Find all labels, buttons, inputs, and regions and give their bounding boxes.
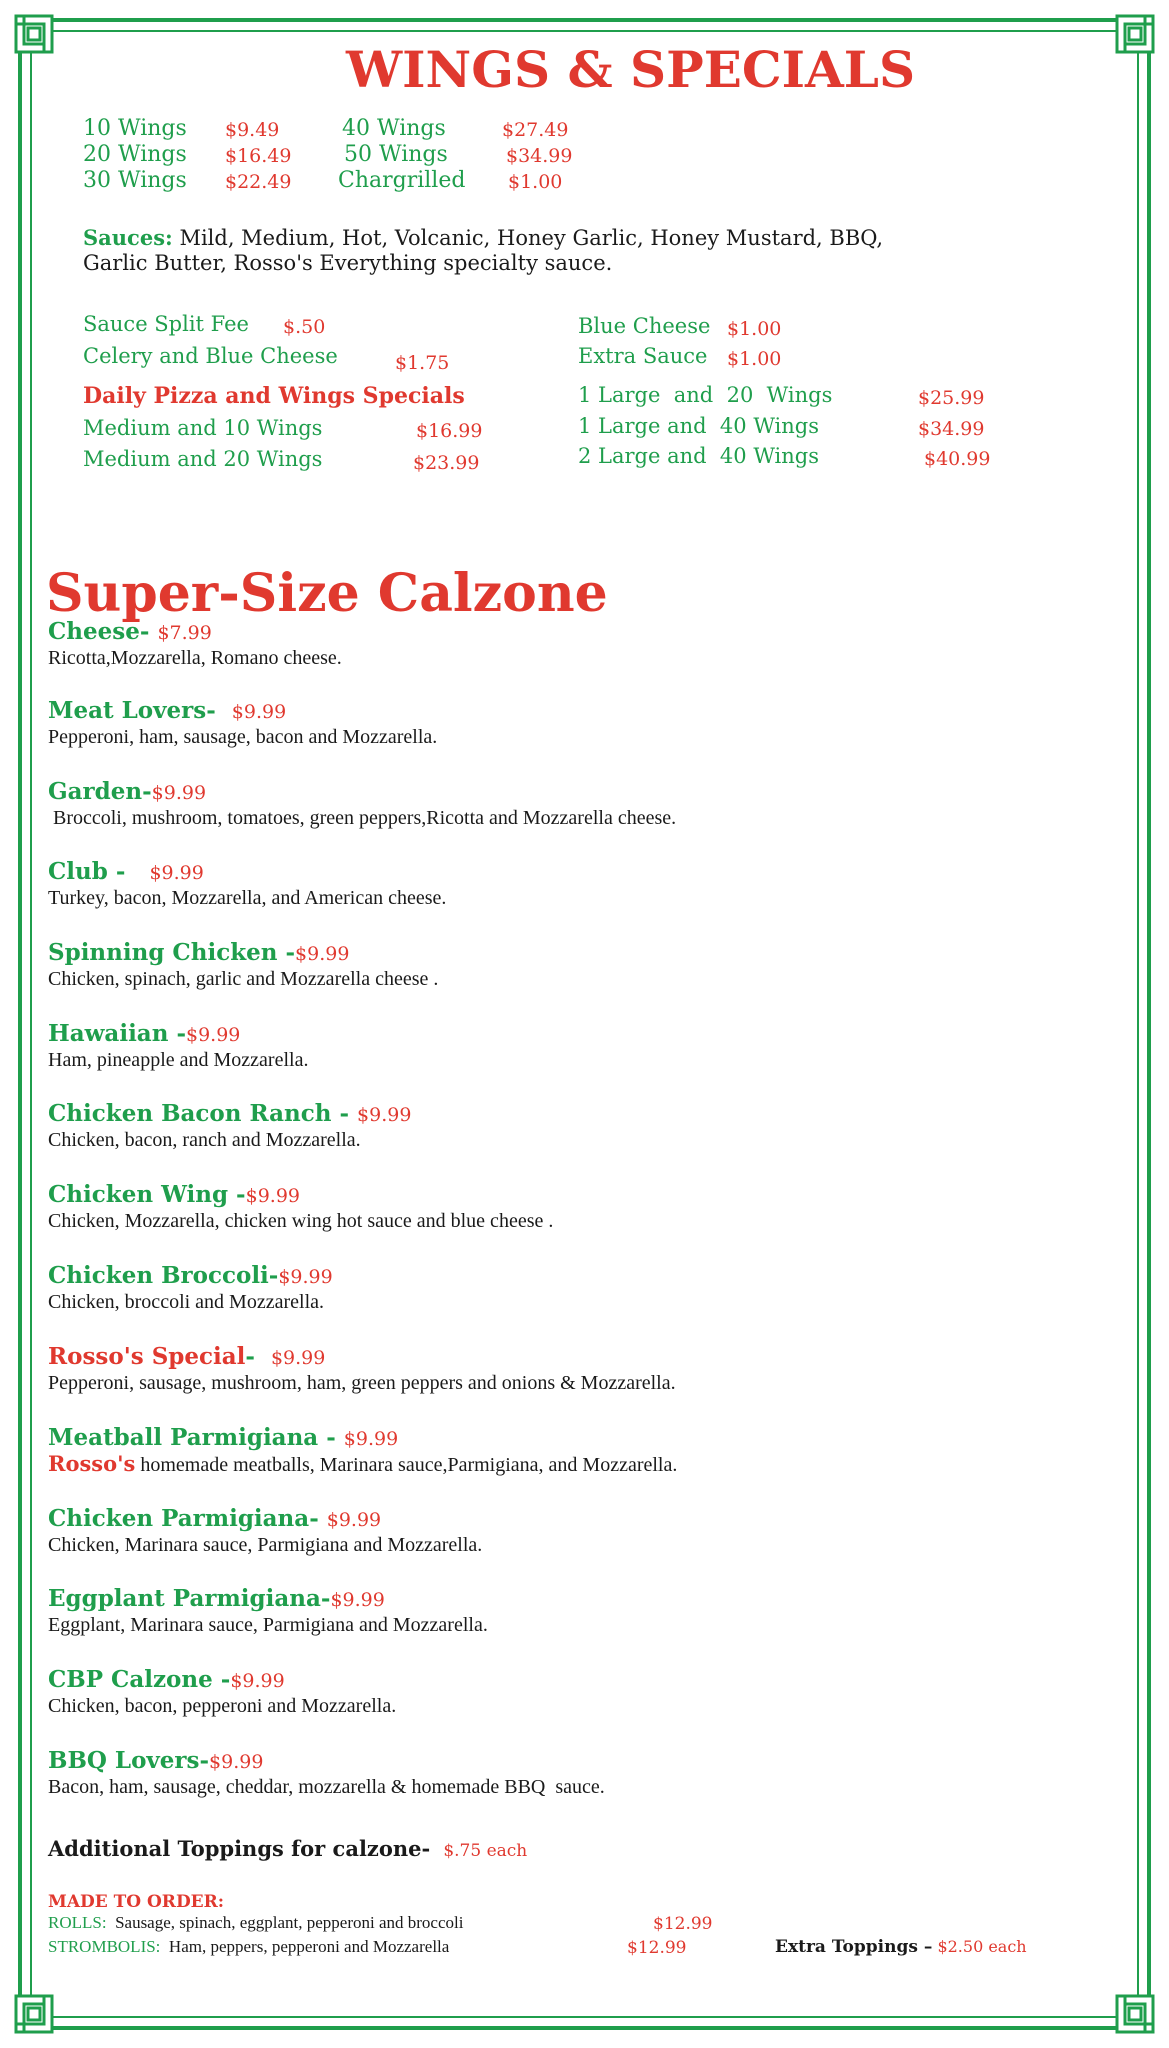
calzone-item	[48, 618, 342, 670]
special-label: Medium and 10 Wings	[83, 416, 323, 440]
wings-price: $16.49	[225, 145, 292, 167]
calzone-item	[48, 1505, 482, 1557]
corner-ornament-icon	[1115, 14, 1155, 54]
calzone-item-name: Rosso's Special	[48, 1343, 246, 1370]
calzone-item-separator: -	[168, 1020, 186, 1047]
calzone-item-price: $9.99	[295, 943, 350, 965]
rossos-brand-text: Rosso's	[48, 1451, 136, 1476]
calzone-item-name: CBP Calzone	[48, 1666, 213, 1693]
strombolis-price: $12.99	[627, 1938, 687, 1958]
special-label: 2 Large and 40 Wings	[578, 444, 819, 468]
calzone-item-separator: -	[331, 1100, 358, 1127]
extra-toppings-label: Extra Toppings –	[775, 1937, 933, 1957]
calzone-item	[48, 858, 446, 910]
calzone-item-name: Chicken Bacon Ranch	[48, 1100, 332, 1127]
calzone-heading: Super-Size Calzone	[46, 563, 608, 624]
rolls-line	[48, 1913, 463, 1933]
calzone-item	[48, 778, 676, 830]
calzone-item-desc: Bacon, ham, sausage, cheddar, mozzarella & homemade BBQ sauce.	[48, 1776, 605, 1798]
calzone-item-price: $9.99	[278, 1266, 333, 1288]
extra-label: Extra Sauce	[578, 344, 708, 368]
calzone-item-desc: Chicken, spinach, garlic and Mozzarella cheese .	[48, 968, 439, 990]
extra-price: $1.75	[395, 352, 450, 374]
wings-label: Chargrilled	[338, 168, 466, 193]
calzone-item	[48, 1343, 676, 1395]
additional-toppings-price: $.75 each	[443, 1841, 528, 1861]
calzone-item-separator: -	[139, 618, 158, 645]
additional-toppings	[48, 1836, 527, 1861]
strombolis-label: STROMBOLIS:	[48, 1937, 161, 1956]
made-to-order-heading: MADE TO ORDER:	[48, 1892, 225, 1912]
special-price: $16.99	[416, 420, 483, 442]
calzone-item-price: $9.99	[231, 701, 287, 723]
extra-label: Celery and Blue Cheese	[83, 344, 338, 368]
special-label: 1 Large and 40 Wings	[578, 414, 819, 438]
corner-ornament-icon	[1115, 1994, 1155, 2034]
calzone-item-name: Eggplant Parmigiana	[48, 1585, 321, 1612]
calzone-item-name: Garden	[48, 778, 143, 805]
calzone-item	[48, 697, 437, 749]
calzone-item-name: Club	[48, 858, 108, 885]
calzone-item-separator: -	[107, 858, 150, 885]
calzone-item-name: Chicken Broccoli	[48, 1262, 269, 1289]
wings-price: $34.99	[506, 145, 573, 167]
page-title: WINGS & SPECIALS	[346, 40, 916, 99]
special-label: Medium and 20 Wings	[83, 447, 323, 471]
calzone-item	[48, 1100, 411, 1152]
calzone-item-separator: -	[142, 778, 152, 805]
calzone-item-separator: -	[320, 1585, 331, 1612]
calzone-item-price: $7.99	[157, 622, 212, 644]
calzone-item-price: $9.99	[326, 1509, 382, 1531]
calzone-item-desc: Eggplant, Marinara sauce, Parmigiana and Mozzarella.	[48, 1614, 488, 1636]
calzone-item-desc: Chicken, bacon, ranch and Mozzarella.	[48, 1129, 361, 1151]
special-price: $25.99	[918, 387, 985, 409]
calzone-item-price: $9.99	[245, 1185, 301, 1207]
calzone-item	[48, 1181, 553, 1233]
wings-price: $22.49	[225, 171, 292, 193]
corner-ornament-icon	[14, 1994, 54, 2034]
calzone-item	[48, 1020, 308, 1072]
special-price: $34.99	[918, 418, 985, 440]
calzone-item	[48, 1747, 605, 1799]
extra-label: Sauce Split Fee	[83, 312, 249, 336]
calzone-item-desc: Broccoli, mushroom, tomatoes, green peppers,Ricotta and Mozzarella cheese.	[48, 807, 677, 829]
calzone-item-name: Spinning Chicken	[48, 939, 278, 966]
calzone-item-price: $9.99	[149, 862, 204, 884]
wings-label: 30 Wings	[83, 168, 187, 193]
calzone-item-price: $9.99	[209, 1751, 264, 1773]
calzone-item-price: $9.99	[230, 1670, 285, 1692]
rolls-price: $12.99	[653, 1914, 713, 1934]
calzone-item-separator: -	[228, 1181, 246, 1208]
calzone-item	[48, 1424, 677, 1477]
sauces-block	[83, 225, 883, 276]
calzone-item	[48, 1585, 488, 1637]
extra-price: $1.00	[727, 318, 782, 340]
calzone-item	[48, 1262, 333, 1314]
wings-price: $27.49	[502, 119, 569, 141]
extra-toppings	[775, 1937, 1027, 1957]
calzone-item-desc: Pepperoni, ham, sausage, bacon and Mozzarella.	[48, 726, 438, 748]
calzone-item-name: Chicken Wing	[48, 1181, 229, 1208]
calzone-item-desc: Chicken, broccoli and Mozzarella.	[48, 1291, 324, 1313]
extra-label: Blue Cheese	[578, 314, 711, 338]
calzone-item-name: Hawaiian	[48, 1020, 169, 1047]
calzone-item	[48, 939, 438, 991]
wings-price: $1.00	[508, 171, 563, 193]
calzone-item-separator: -	[318, 1424, 344, 1451]
calzone-item-name: Meatball Parmigiana	[48, 1424, 319, 1451]
calzone-item-name: Chicken Parmigiana	[48, 1505, 310, 1532]
wings-label: 10 Wings	[83, 116, 187, 141]
wings-label: 50 Wings	[344, 142, 448, 167]
calzone-item-price: $9.99	[343, 1428, 399, 1450]
calzone-item-separator: -	[309, 1505, 327, 1532]
calzone-item-desc: Turkey, bacon, Mozzarella, and American cheese.	[48, 887, 447, 909]
wings-label: 20 Wings	[83, 142, 187, 167]
rolls-label: ROLLS:	[48, 1913, 107, 1932]
wings-label: 40 Wings	[342, 116, 446, 141]
calzone-item-separator: -	[212, 1666, 231, 1693]
calzone-item-desc: Ricotta,Mozzarella, Romano cheese.	[48, 647, 342, 669]
calzone-item-name: Cheese	[48, 618, 140, 645]
calzone-item-price: $9.99	[270, 1347, 326, 1369]
extra-toppings-price: $2.50 each	[937, 1937, 1027, 1956]
special-label: 1 Large and 20 Wings	[578, 383, 833, 407]
calzone-item-desc: Chicken, Marinara sauce, Parmigiana and Mozzarella.	[48, 1534, 483, 1556]
calzone-item-desc: Chicken, bacon, pepperoni and Mozzarella.	[48, 1695, 397, 1717]
strombolis-desc: Ham, peppers, pepperoni and Mozzarella	[160, 1937, 450, 1956]
calzone-item-desc: Pepperoni, sausage, mushroom, ham, green peppers and onions & Mozzarella.	[48, 1372, 676, 1394]
calzone-item-name: Meat Lovers	[48, 697, 207, 724]
calzone-item-price: $9.99	[330, 1589, 385, 1611]
extra-price: $1.00	[727, 348, 782, 370]
rolls-desc: Sausage, spinach, eggplant, pepperoni and broccoli	[106, 1913, 464, 1932]
calzone-item-desc: Ham, pineapple and Mozzarella.	[48, 1049, 309, 1071]
extra-price: $.50	[283, 316, 326, 338]
additional-toppings-label: Additional Toppings for calzone-	[48, 1836, 431, 1861]
sauces-list: Mild, Medium, Hot, Volcanic, Honey Garlic, Honey Mustard, BBQ,	[172, 226, 884, 250]
special-price: $40.99	[924, 448, 991, 470]
calzone-item-separator: -	[268, 1262, 279, 1289]
calzone-item-name: BBQ Lovers	[48, 1747, 200, 1774]
calzone-item-separator: -	[277, 939, 296, 966]
strombolis-line	[48, 1937, 449, 1957]
calzone-item-desc: homemade meatballs, Marinara sauce,Parmigiana, and Mozzarella.	[135, 1454, 678, 1476]
corner-ornament-icon	[14, 14, 54, 54]
daily-specials-heading: Daily Pizza and Wings Specials	[83, 383, 465, 409]
wings-price: $9.49	[225, 119, 280, 141]
calzone-item	[48, 1666, 396, 1718]
calzone-item-separator: -	[245, 1343, 271, 1370]
sauces-label: Sauces:	[83, 225, 173, 250]
sauces-list: Garlic Butter, Rosso's Everything specialty sauce.	[83, 251, 613, 275]
special-price: $23.99	[413, 452, 480, 474]
calzone-item-desc: Chicken, Mozzarella, chicken wing hot sauce and blue cheese .	[48, 1210, 554, 1232]
calzone-item-price: $9.99	[151, 782, 207, 804]
calzone-item-separator: -	[199, 1747, 210, 1774]
calzone-item-price: $9.99	[186, 1024, 241, 1046]
calzone-item-price: $9.99	[357, 1104, 412, 1126]
calzone-item-separator: -	[206, 697, 232, 724]
